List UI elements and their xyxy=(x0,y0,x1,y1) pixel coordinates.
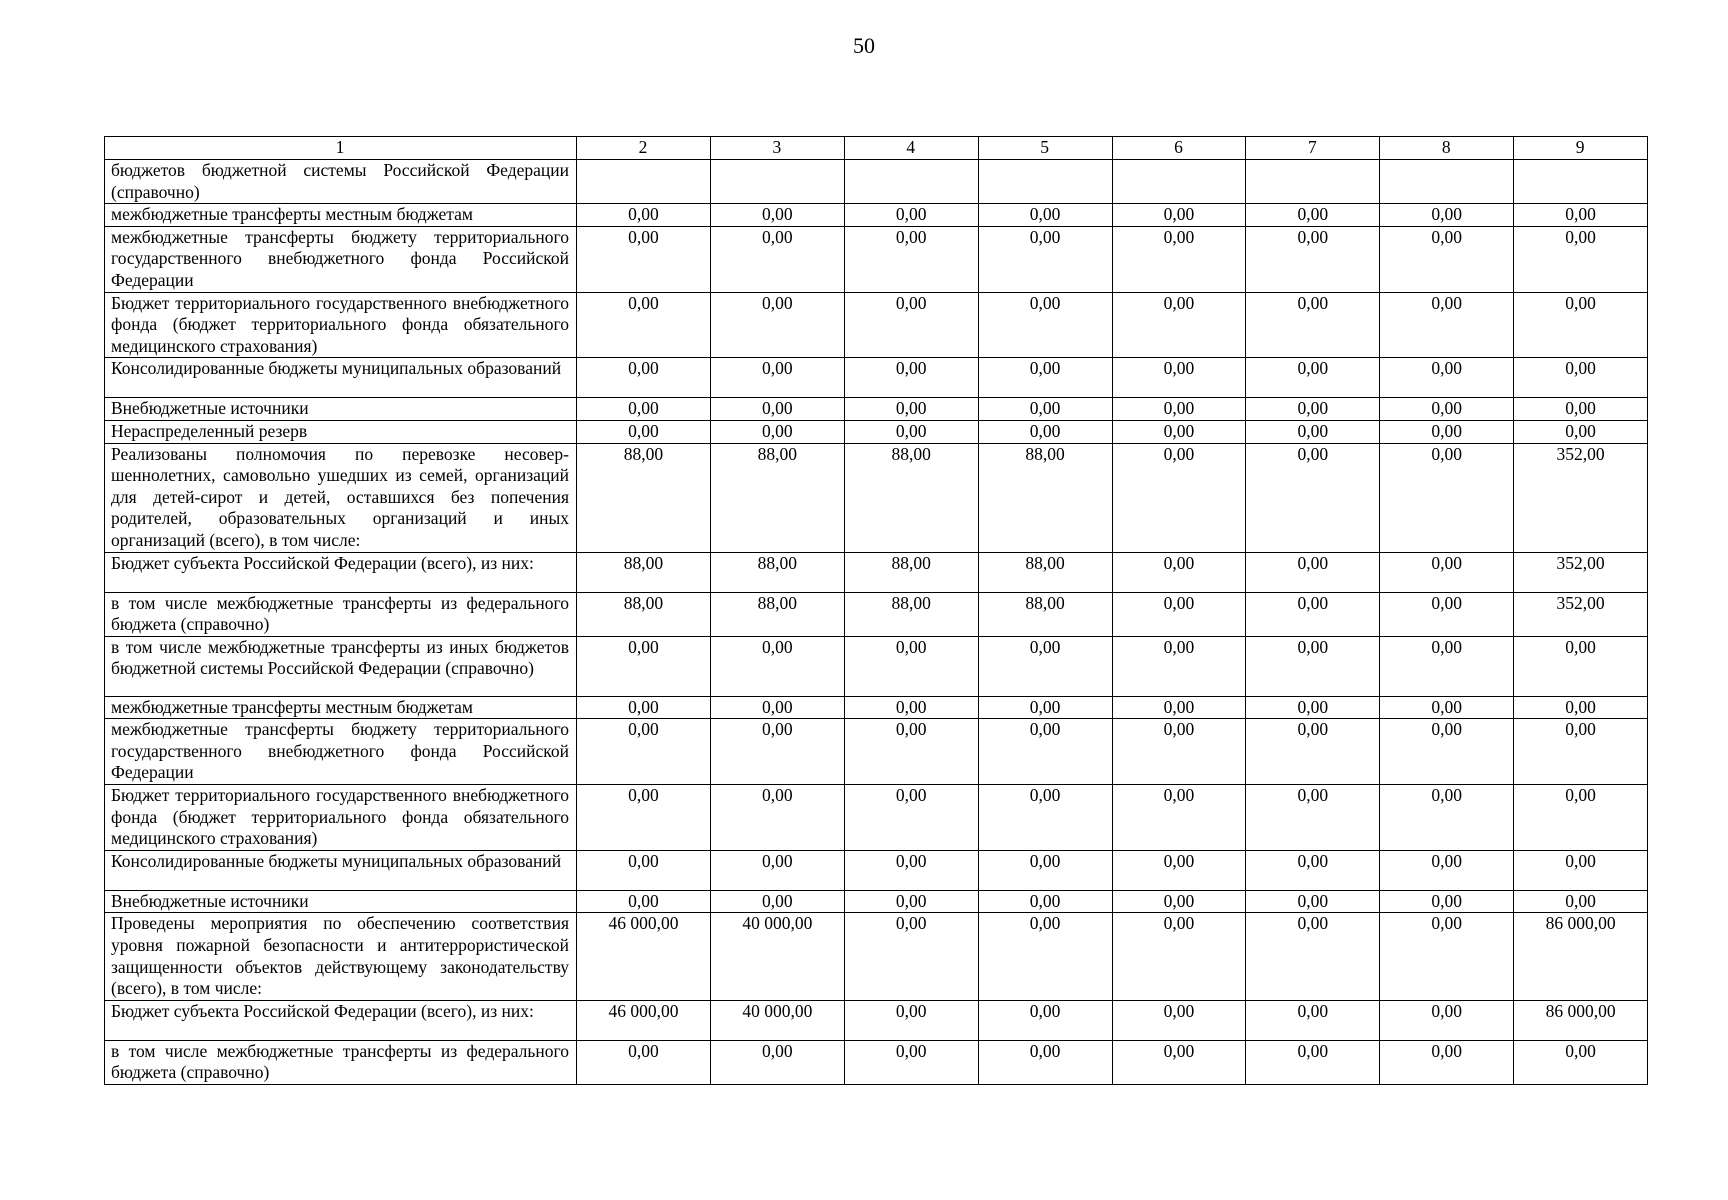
column-header: 9 xyxy=(1514,137,1648,160)
value-cell: 0,00 xyxy=(1514,719,1648,785)
value-cell: 0,00 xyxy=(978,204,1112,227)
value-cell xyxy=(1380,160,1514,204)
value-cell: 0,00 xyxy=(1112,552,1246,592)
row-label: Бюджет территориального государственного внебюджетного фонда (бюджет территориального фонда обязательного медицинского страхования) xyxy=(105,785,577,851)
value-cell: 0,00 xyxy=(978,1000,1112,1040)
column-header: 4 xyxy=(844,137,978,160)
value-cell: 0,00 xyxy=(1246,785,1380,851)
value-cell: 0,00 xyxy=(1112,443,1246,552)
value-cell: 88,00 xyxy=(577,552,711,592)
value-cell: 0,00 xyxy=(577,1040,711,1084)
value-cell: 86 000,00 xyxy=(1514,913,1648,1000)
value-cell: 0,00 xyxy=(710,398,844,421)
value-cell: 0,00 xyxy=(978,636,1112,696)
value-cell: 0,00 xyxy=(1246,226,1380,292)
value-cell: 0,00 xyxy=(1514,890,1648,913)
row-label: в том числе межбюджетные трансферты из федерального бюджета (справочно) xyxy=(105,1040,577,1084)
value-cell: 0,00 xyxy=(1112,204,1246,227)
row-label: Реализованы полномочия по перевозке несовершеннолетних, самовольно ушедших из семей, организаций для детей-сирот и детей, оставшихся без попечения родителей, образовательных организаций и иных организаций (всего), в том числе: xyxy=(105,443,577,552)
column-header: 7 xyxy=(1246,137,1380,160)
value-cell: 0,00 xyxy=(710,226,844,292)
value-cell: 0,00 xyxy=(1380,358,1514,398)
value-cell xyxy=(978,160,1112,204)
value-cell: 0,00 xyxy=(978,1040,1112,1084)
value-cell xyxy=(710,160,844,204)
row-label: Внебюджетные источники xyxy=(105,398,577,421)
value-cell: 0,00 xyxy=(1112,1000,1246,1040)
value-cell: 352,00 xyxy=(1514,592,1648,636)
value-cell: 0,00 xyxy=(710,358,844,398)
value-cell: 0,00 xyxy=(710,785,844,851)
row-label: Внебюджетные источники xyxy=(105,890,577,913)
value-cell: 0,00 xyxy=(844,1040,978,1084)
value-cell: 0,00 xyxy=(1514,420,1648,443)
value-cell: 0,00 xyxy=(1380,420,1514,443)
row-label: Бюджет территориального государственного внебюджетного фонда (бюджет территориального фонда обязательного медицинского страхования) xyxy=(105,292,577,358)
value-cell: 0,00 xyxy=(1514,226,1648,292)
value-cell: 0,00 xyxy=(1246,592,1380,636)
value-cell: 0,00 xyxy=(1112,636,1246,696)
column-header: 5 xyxy=(978,137,1112,160)
value-cell: 0,00 xyxy=(1246,719,1380,785)
row-label: в том числе межбюджетные трансферты из иных бюджетов бюджетной системы Российской Федерации (справочно) xyxy=(105,636,577,696)
value-cell: 0,00 xyxy=(1112,420,1246,443)
value-cell: 0,00 xyxy=(1246,850,1380,890)
value-cell: 0,00 xyxy=(1380,226,1514,292)
value-cell: 0,00 xyxy=(577,204,711,227)
value-cell: 88,00 xyxy=(710,552,844,592)
value-cell: 0,00 xyxy=(1112,719,1246,785)
value-cell: 0,00 xyxy=(1246,696,1380,719)
value-cell: 0,00 xyxy=(710,719,844,785)
value-cell: 0,00 xyxy=(577,226,711,292)
table-row xyxy=(105,358,1648,398)
value-cell: 0,00 xyxy=(1246,1040,1380,1084)
value-cell: 0,00 xyxy=(1112,358,1246,398)
value-cell: 0,00 xyxy=(577,636,711,696)
value-cell: 0,00 xyxy=(1514,358,1648,398)
value-cell: 0,00 xyxy=(1514,292,1648,358)
value-cell: 0,00 xyxy=(577,292,711,358)
value-cell: 0,00 xyxy=(1112,913,1246,1000)
value-cell: 352,00 xyxy=(1514,443,1648,552)
table-row xyxy=(105,913,1648,1000)
value-cell: 0,00 xyxy=(978,420,1112,443)
value-cell: 0,00 xyxy=(710,890,844,913)
row-label: межбюджетные трансферты бюджету территориального государственного внебюджетного фонда Российской Федерации xyxy=(105,719,577,785)
row-label: в том числе межбюджетные трансферты из федерального бюджета (справочно) xyxy=(105,592,577,636)
value-cell: 0,00 xyxy=(1380,785,1514,851)
value-cell: 0,00 xyxy=(1246,1000,1380,1040)
value-cell: 0,00 xyxy=(844,913,978,1000)
page-number: 50 xyxy=(853,33,875,58)
row-label: Консолидированные бюджеты муниципальных образований xyxy=(105,358,577,398)
value-cell: 0,00 xyxy=(1514,785,1648,851)
column-header: 3 xyxy=(710,137,844,160)
value-cell: 0,00 xyxy=(978,398,1112,421)
value-cell: 0,00 xyxy=(1112,696,1246,719)
value-cell: 0,00 xyxy=(1246,204,1380,227)
value-cell: 88,00 xyxy=(577,592,711,636)
value-cell: 0,00 xyxy=(577,358,711,398)
value-cell: 0,00 xyxy=(844,1000,978,1040)
column-header: 2 xyxy=(577,137,711,160)
value-cell xyxy=(577,160,711,204)
value-cell: 0,00 xyxy=(1246,292,1380,358)
value-cell: 0,00 xyxy=(1112,592,1246,636)
value-cell: 0,00 xyxy=(710,204,844,227)
value-cell: 0,00 xyxy=(1514,398,1648,421)
value-cell: 0,00 xyxy=(577,719,711,785)
value-cell: 0,00 xyxy=(1514,636,1648,696)
value-cell: 0,00 xyxy=(1514,696,1648,719)
value-cell: 0,00 xyxy=(844,398,978,421)
value-cell: 0,00 xyxy=(1246,358,1380,398)
row-label: межбюджетные трансферты бюджету территориального государственного внебюджетного фонда Российской Федерации xyxy=(105,226,577,292)
value-cell: 88,00 xyxy=(710,443,844,552)
value-cell: 0,00 xyxy=(1112,785,1246,851)
value-cell: 0,00 xyxy=(844,226,978,292)
value-cell: 0,00 xyxy=(1380,552,1514,592)
value-cell: 0,00 xyxy=(1380,636,1514,696)
value-cell: 0,00 xyxy=(978,358,1112,398)
table-row xyxy=(105,1000,1648,1040)
value-cell: 88,00 xyxy=(844,552,978,592)
value-cell: 0,00 xyxy=(978,785,1112,851)
value-cell: 0,00 xyxy=(1380,443,1514,552)
table-row xyxy=(105,292,1648,358)
row-label: Консолидированные бюджеты муниципальных образований xyxy=(105,850,577,890)
value-cell: 0,00 xyxy=(978,850,1112,890)
value-cell: 88,00 xyxy=(844,443,978,552)
value-cell: 0,00 xyxy=(844,358,978,398)
value-cell: 0,00 xyxy=(1246,443,1380,552)
value-cell: 88,00 xyxy=(978,592,1112,636)
value-cell: 0,00 xyxy=(844,890,978,913)
value-cell: 88,00 xyxy=(710,592,844,636)
value-cell: 0,00 xyxy=(978,696,1112,719)
table-row xyxy=(105,552,1648,592)
value-cell: 0,00 xyxy=(844,204,978,227)
value-cell xyxy=(1514,160,1648,204)
value-cell: 0,00 xyxy=(844,785,978,851)
row-label: Проведены мероприятия по обеспечению соответствия уровня пожарной безопасности и антитеррористической защищенности объектов действующему законодательству (всего), в том числе: xyxy=(105,913,577,1000)
table-row xyxy=(105,785,1648,851)
table-row xyxy=(105,160,1648,204)
row-label: Нераспределенный резерв xyxy=(105,420,577,443)
value-cell: 0,00 xyxy=(844,292,978,358)
value-cell: 0,00 xyxy=(844,420,978,443)
value-cell: 0,00 xyxy=(710,292,844,358)
table-row xyxy=(105,420,1648,443)
value-cell: 0,00 xyxy=(1246,420,1380,443)
value-cell: 0,00 xyxy=(710,850,844,890)
table-row xyxy=(105,443,1648,552)
value-cell: 0,00 xyxy=(1112,226,1246,292)
value-cell: 0,00 xyxy=(1246,890,1380,913)
value-cell: 0,00 xyxy=(844,850,978,890)
value-cell: 0,00 xyxy=(1246,552,1380,592)
value-cell: 88,00 xyxy=(978,443,1112,552)
value-cell: 40 000,00 xyxy=(710,913,844,1000)
value-cell: 0,00 xyxy=(1112,292,1246,358)
table-row xyxy=(105,226,1648,292)
column-header: 8 xyxy=(1380,137,1514,160)
value-cell: 0,00 xyxy=(1112,398,1246,421)
value-cell: 0,00 xyxy=(1246,398,1380,421)
value-cell: 0,00 xyxy=(1112,1040,1246,1084)
value-cell xyxy=(1246,160,1380,204)
value-cell: 0,00 xyxy=(978,719,1112,785)
table-row xyxy=(105,398,1648,421)
value-cell: 0,00 xyxy=(1514,850,1648,890)
table-row xyxy=(105,592,1648,636)
value-cell: 0,00 xyxy=(844,696,978,719)
value-cell: 86 000,00 xyxy=(1514,1000,1648,1040)
value-cell xyxy=(1112,160,1246,204)
value-cell: 0,00 xyxy=(710,696,844,719)
value-cell: 0,00 xyxy=(1246,913,1380,1000)
value-cell: 88,00 xyxy=(577,443,711,552)
row-label: межбюджетные трансферты местным бюджетам xyxy=(105,204,577,227)
value-cell: 0,00 xyxy=(577,890,711,913)
column-header: 6 xyxy=(1112,137,1246,160)
value-cell: 0,00 xyxy=(710,636,844,696)
value-cell: 0,00 xyxy=(1514,1040,1648,1084)
table-header-row xyxy=(105,137,1648,160)
value-cell: 0,00 xyxy=(1380,913,1514,1000)
row-label: Бюджет субъекта Российской Федерации (всего), из них: xyxy=(105,1000,577,1040)
budget-table-body xyxy=(105,137,1648,1085)
value-cell: 352,00 xyxy=(1514,552,1648,592)
value-cell: 0,00 xyxy=(710,1040,844,1084)
value-cell: 40 000,00 xyxy=(710,1000,844,1040)
value-cell: 0,00 xyxy=(1246,636,1380,696)
table-row xyxy=(105,636,1648,696)
table-row xyxy=(105,1040,1648,1084)
value-cell: 0,00 xyxy=(844,719,978,785)
table-row xyxy=(105,850,1648,890)
value-cell: 0,00 xyxy=(710,420,844,443)
row-label: межбюджетные трансферты местным бюджетам xyxy=(105,696,577,719)
budget-table xyxy=(104,136,1648,1085)
value-cell: 0,00 xyxy=(844,636,978,696)
table-row xyxy=(105,204,1648,227)
row-label: Бюджет субъекта Российской Федерации (всего), из них: xyxy=(105,552,577,592)
value-cell: 0,00 xyxy=(1380,292,1514,358)
value-cell: 46 000,00 xyxy=(577,913,711,1000)
value-cell: 0,00 xyxy=(577,785,711,851)
value-cell: 0,00 xyxy=(1380,890,1514,913)
value-cell: 0,00 xyxy=(577,420,711,443)
value-cell: 0,00 xyxy=(1380,592,1514,636)
value-cell: 0,00 xyxy=(1380,1040,1514,1084)
value-cell: 88,00 xyxy=(844,592,978,636)
value-cell: 0,00 xyxy=(978,890,1112,913)
value-cell: 0,00 xyxy=(978,226,1112,292)
value-cell: 0,00 xyxy=(577,398,711,421)
column-header: 1 xyxy=(105,137,577,160)
value-cell: 0,00 xyxy=(1380,696,1514,719)
value-cell: 0,00 xyxy=(1380,719,1514,785)
value-cell: 46 000,00 xyxy=(577,1000,711,1040)
value-cell: 0,00 xyxy=(1380,850,1514,890)
value-cell: 0,00 xyxy=(1112,850,1246,890)
table-row xyxy=(105,696,1648,719)
value-cell: 0,00 xyxy=(577,696,711,719)
value-cell: 0,00 xyxy=(1380,1000,1514,1040)
value-cell: 0,00 xyxy=(978,913,1112,1000)
value-cell: 0,00 xyxy=(1514,204,1648,227)
value-cell: 0,00 xyxy=(1380,204,1514,227)
value-cell: 0,00 xyxy=(1380,398,1514,421)
table-row xyxy=(105,890,1648,913)
value-cell: 88,00 xyxy=(978,552,1112,592)
table-row xyxy=(105,719,1648,785)
value-cell: 0,00 xyxy=(978,292,1112,358)
value-cell: 0,00 xyxy=(577,850,711,890)
value-cell: 0,00 xyxy=(1112,890,1246,913)
row-label: бюджетов бюджетной системы Российской Федерации (справочно) xyxy=(105,160,577,204)
value-cell xyxy=(844,160,978,204)
